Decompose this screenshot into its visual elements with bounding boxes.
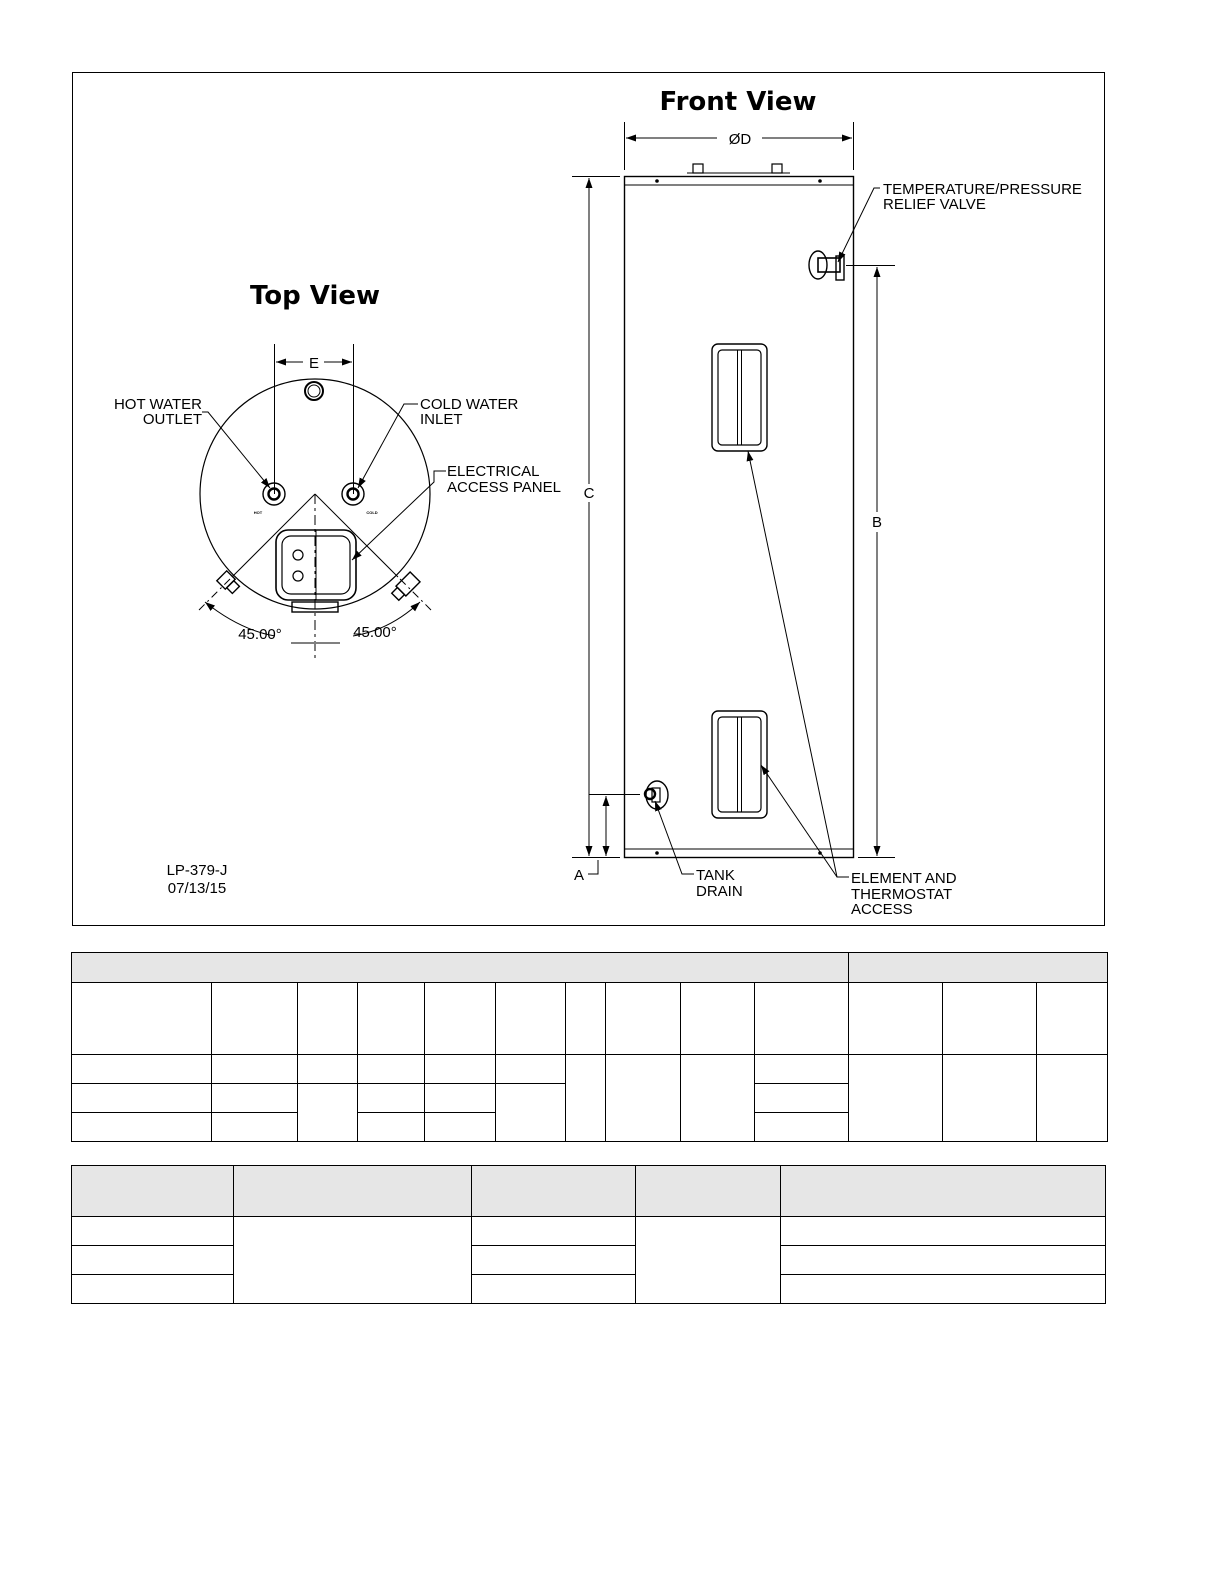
dimensions-table (71, 952, 1108, 1142)
dimension-d-label: ØD (728, 131, 752, 148)
table-row (72, 1246, 1106, 1275)
element-access-label-2: THERMOSTAT (851, 886, 953, 903)
table-row (72, 1217, 1106, 1246)
specifications-table (71, 1165, 1106, 1304)
top-nipple-hot (693, 164, 703, 173)
tp-relief-valve (809, 251, 844, 280)
side-fitting-left (217, 571, 241, 595)
tp-valve-label-2: RELIEF VALVE (883, 196, 986, 213)
table1-group-header-left (72, 953, 849, 983)
element-access-label: ELEMENT AND (851, 870, 957, 887)
front-view-diagram (572, 122, 895, 877)
angle-right-label: 45.00° (353, 624, 397, 641)
cold-water-inlet-label: COLD WATER (420, 396, 519, 413)
table1-column-headers (72, 983, 1108, 1055)
dimension-c-label: C (583, 485, 595, 502)
top-view-title: Top View (249, 281, 381, 311)
dimension-a-label: A (573, 867, 585, 884)
tank-drain-label-2: DRAIN (696, 883, 743, 900)
table1-group-header-right (849, 953, 1108, 983)
top-nipple-cold (772, 164, 782, 173)
electrical-access-panel (276, 530, 356, 600)
top-view-diagram (199, 344, 446, 660)
table-row (72, 1055, 1108, 1084)
tank-drain-label: TANK (696, 867, 735, 884)
front-view-title: Front View (659, 87, 817, 117)
tp-valve-label: TEMPERATURE/PRESSURE (883, 181, 1082, 198)
cold-tag: COLD (366, 510, 378, 515)
electrical-access-panel-label-2: ACCESS PANEL (447, 479, 561, 496)
table-row (72, 1275, 1106, 1304)
table2-header-row (72, 1166, 1106, 1217)
dimension-e-label: E (308, 355, 320, 372)
lower-element-access-panel (712, 711, 767, 818)
hot-water-outlet-label-2: OUTLET (142, 411, 202, 428)
upper-element-access-panel (712, 344, 767, 451)
drawing-date: 07/13/15 (167, 880, 227, 897)
angle-left-label: 45.00° (238, 626, 282, 643)
hot-tag: HOT (253, 510, 263, 515)
element-access-label-3: ACCESS (851, 901, 913, 918)
dimension-b-label: B (871, 514, 883, 531)
cold-water-inlet-label-2: INLET (420, 411, 463, 428)
hot-water-outlet-label: HOT WATER (113, 396, 202, 413)
drawing-number: LP-379-J (166, 862, 228, 879)
electrical-access-panel-label: ELECTRICAL (447, 463, 540, 480)
